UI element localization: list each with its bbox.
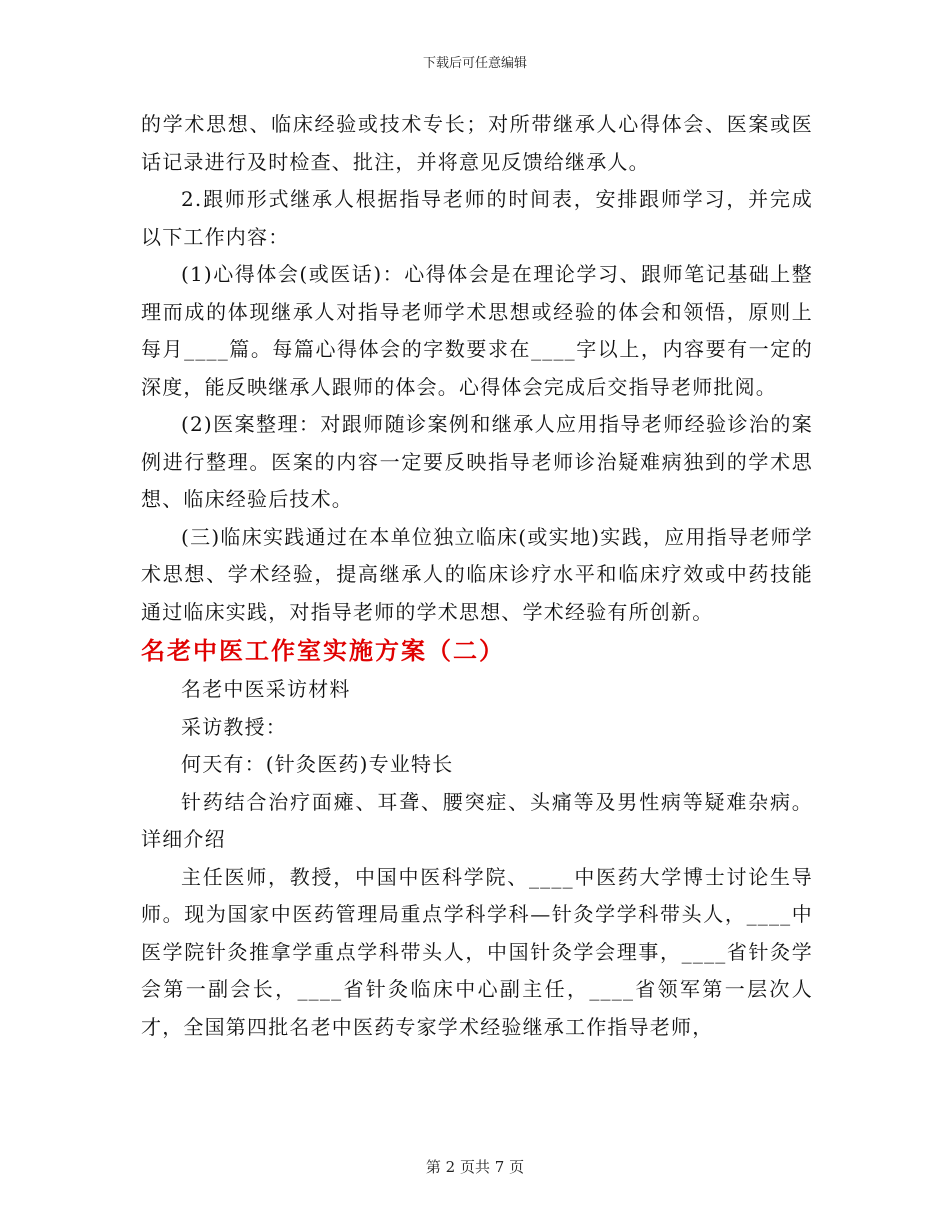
paragraph: (1)心得体会(或医话)：心得体会是在理论学习、跟师笔记基础上整理而成的体现继承人对指导老师学术思想或经验的体会和领悟，原则上每月____篇。每篇心得体会的字数要求在____字以上，内容要有一定的深度，能反映继承人跟师的体会。心得体会完成后交指导老师批阅。 (141, 262, 813, 399)
section-title: 名老中医工作室实施方案（二） (141, 636, 505, 665)
paragraph: 针药结合治疗面瘫、耳聋、腰突症、头痛等及男性病等疑难杂病。详细介绍 (141, 789, 813, 851)
paragraph: 的学术思想、临床经验或技术专长；对所带继承人心得体会、医案或医话记录进行及时检查、批注，并将意见反馈给继承人。 (141, 112, 813, 174)
paragraph: (2)医案整理：对跟师随诊案例和继承人应用指导老师经验诊治的案例进行整理。医案的内容一定要反映指导老师诊治疑难病独到的学术思想、临床经验后技术。 (141, 412, 813, 511)
document-body (141, 106, 813, 1046)
header-note: 下载后可任意编辑 (422, 56, 527, 71)
paragraph: 采访教授： (181, 714, 287, 739)
paragraph: (三)临床实践通过在本单位独立临床(或实地)实践，应用指导老师学术思想、学术经验，提高继承人的临床诊疗水平和临床疗效或中药技能通过临床实践，对指导老师的学术思想、学术经验有所创新。 (141, 524, 813, 624)
paragraph: 何天有：(针灸医药)专业特长 (181, 752, 454, 776)
paragraph: 2.跟师形式继承人根据指导老师的时间表，安排跟师学习，并完成以下工作内容： (141, 187, 813, 249)
page-footer: 第 2 页共 7 页 (425, 1158, 525, 1176)
paragraph: 名老中医采访材料 (181, 677, 351, 701)
paragraph: 主任医师，教授，中国中医科学院、____中医药大学博士讨论生导师。现为国家中医药管理局重点学科学科—针灸学学科带头人，____中医学院针灸推拿学重点学科带头人，中国针灸学会理事，____省针灸学会第一副会长，____省针灸临床中心副主任，____省领军第一层次人才，全国第四批名老中医药专家学术经验继承工作指导老师， (141, 864, 813, 1039)
